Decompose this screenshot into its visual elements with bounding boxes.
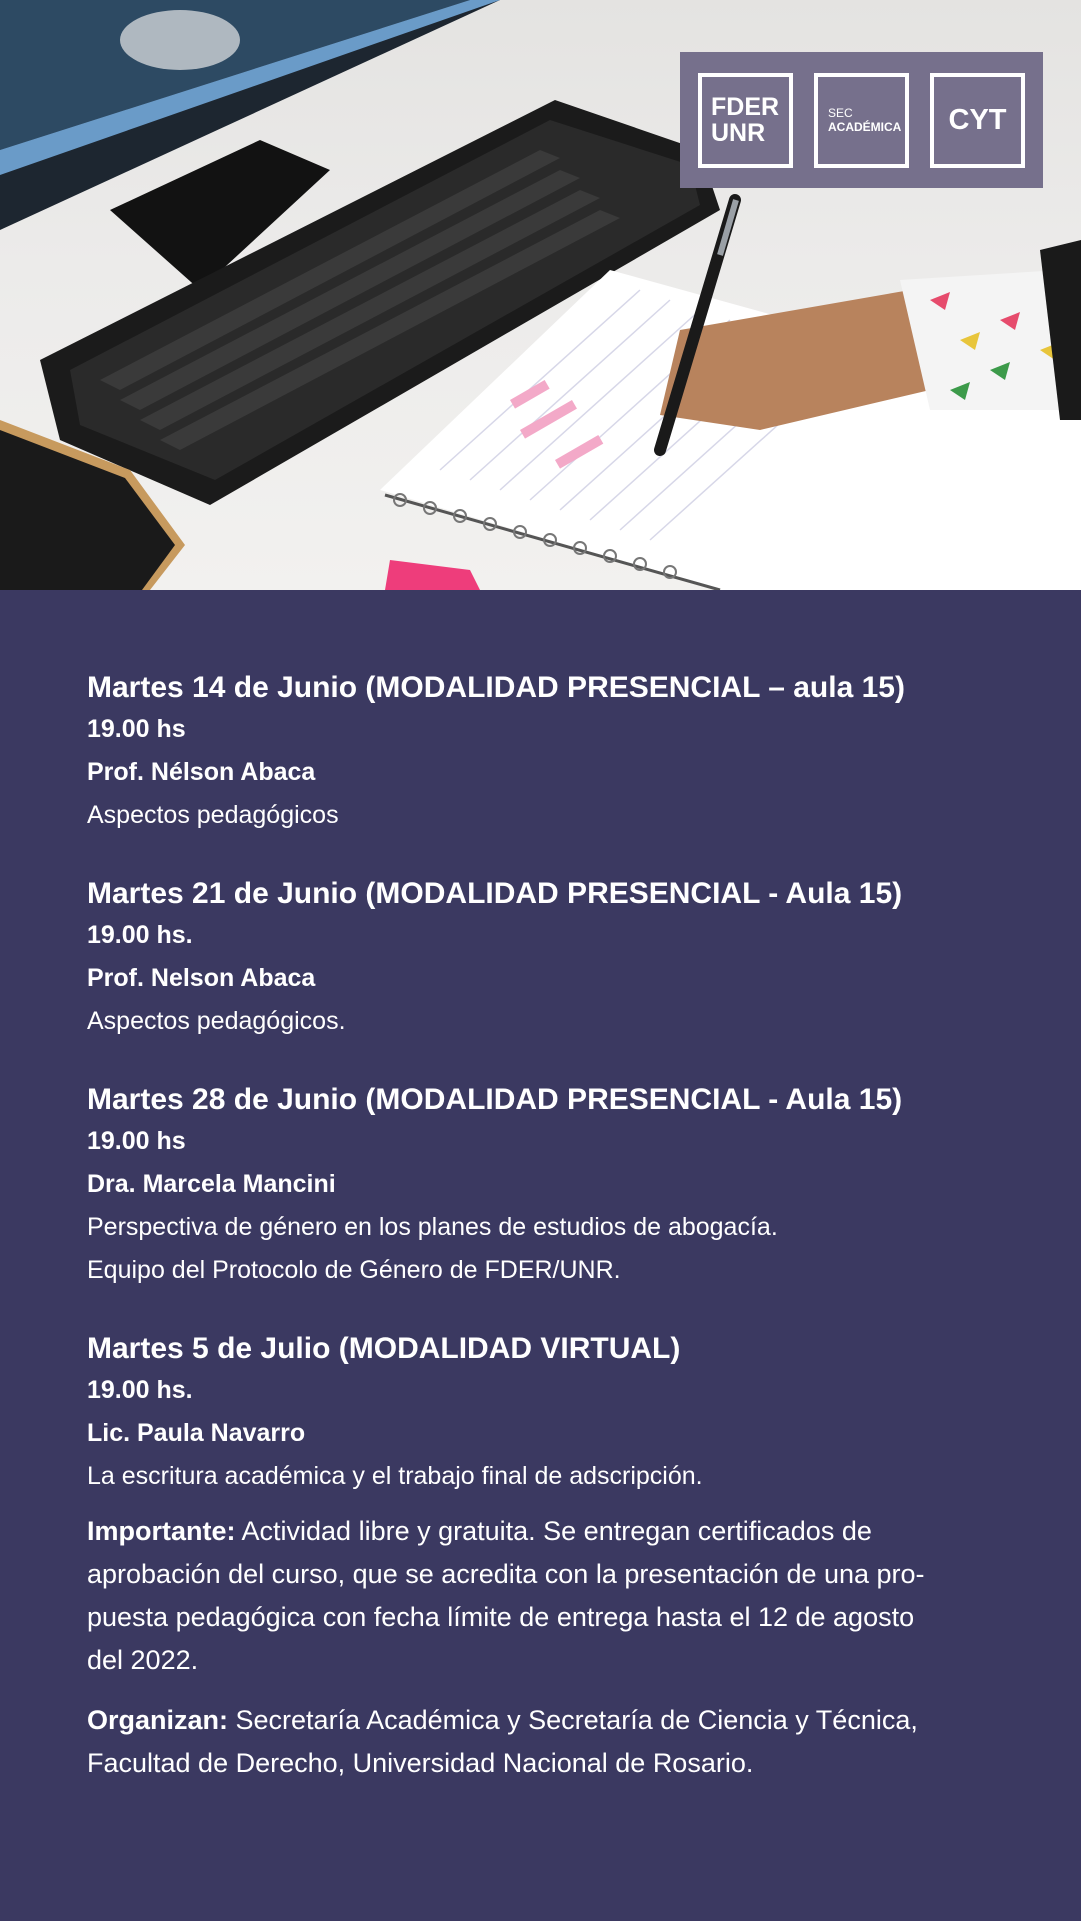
session-time: 19.00 hs [87,1127,186,1155]
logo-strip [680,52,1043,188]
importante-line1: Actividad libre y gratuita. Se entregan certificados de [235,1516,872,1546]
session-item [87,1080,1007,1292]
fder-logo-line1: FDER [711,93,780,121]
session-time: 19.00 hs [87,715,186,743]
highlighter-graphic [385,560,480,590]
importante-note [87,1510,1007,1682]
hero-photo [0,0,1081,590]
session-time: 19.00 hs. [87,1376,193,1404]
session-topic-line2: Equipo del Protocolo de Género de FDER/UNR. [87,1256,621,1284]
sec-logo-line1: SEC [828,106,853,120]
session-title: Martes 5 de Julio (MODALIDAD VIRTUAL) [87,1332,681,1365]
session-topic: Aspectos pedagógicos. [87,1007,346,1035]
session-topic: Perspectiva de género en los planes de estudios de abogacía. [87,1213,778,1241]
session-topic: Aspectos pedagógicos [87,801,339,829]
organizan-line1: Secretaría Académica y Secretaría de Ciencia y Técnica, [228,1705,918,1735]
organizan-line2: Facultad de Derecho, Universidad Nacional de Rosario. [87,1748,754,1778]
session-item [87,874,1007,1043]
importante-line2: aprobación del curso, que se acredita con la presentación de una pro- [87,1559,925,1589]
session-title: Martes 21 de Junio (MODALIDAD PRESENCIAL - Aula 15) [87,877,903,910]
session-title: Martes 28 de Junio (MODALIDAD PRESENCIAL - Aula 15) [87,1083,903,1116]
session-speaker: Lic. Paula Navarro [87,1419,306,1447]
session-time: 19.00 hs. [87,921,193,949]
session-speaker: Dra. Marcela Mancini [87,1170,336,1198]
session-speaker: Prof. Nelson Abaca [87,964,316,992]
schedule-content [87,668,1007,1785]
sec-academica-logo [814,73,909,168]
cyt-logo-text: CYT [948,103,1007,136]
organizan-label: Organizan: [87,1705,229,1735]
sec-logo-line2: ACADÉMICA [828,120,902,134]
fder-logo-line2: UNR [711,119,766,147]
organizan-note [87,1699,1007,1785]
session-topic: La escritura académica y el trabajo final de adscripción. [87,1462,703,1490]
importante-line3: puesta pedagógica con fecha límite de entrega hasta el 12 de agosto [87,1602,915,1632]
session-item [87,1329,1007,1498]
importante-label: Importante: [87,1516,236,1546]
session-item [87,668,1007,837]
importante-line4: del 2022. [87,1645,199,1675]
cyt-logo [930,73,1025,168]
session-title: Martes 14 de Junio (MODALIDAD PRESENCIAL – aula 15) [87,671,905,704]
fder-unr-logo [698,73,793,168]
session-speaker: Prof. Nélson Abaca [87,758,316,786]
